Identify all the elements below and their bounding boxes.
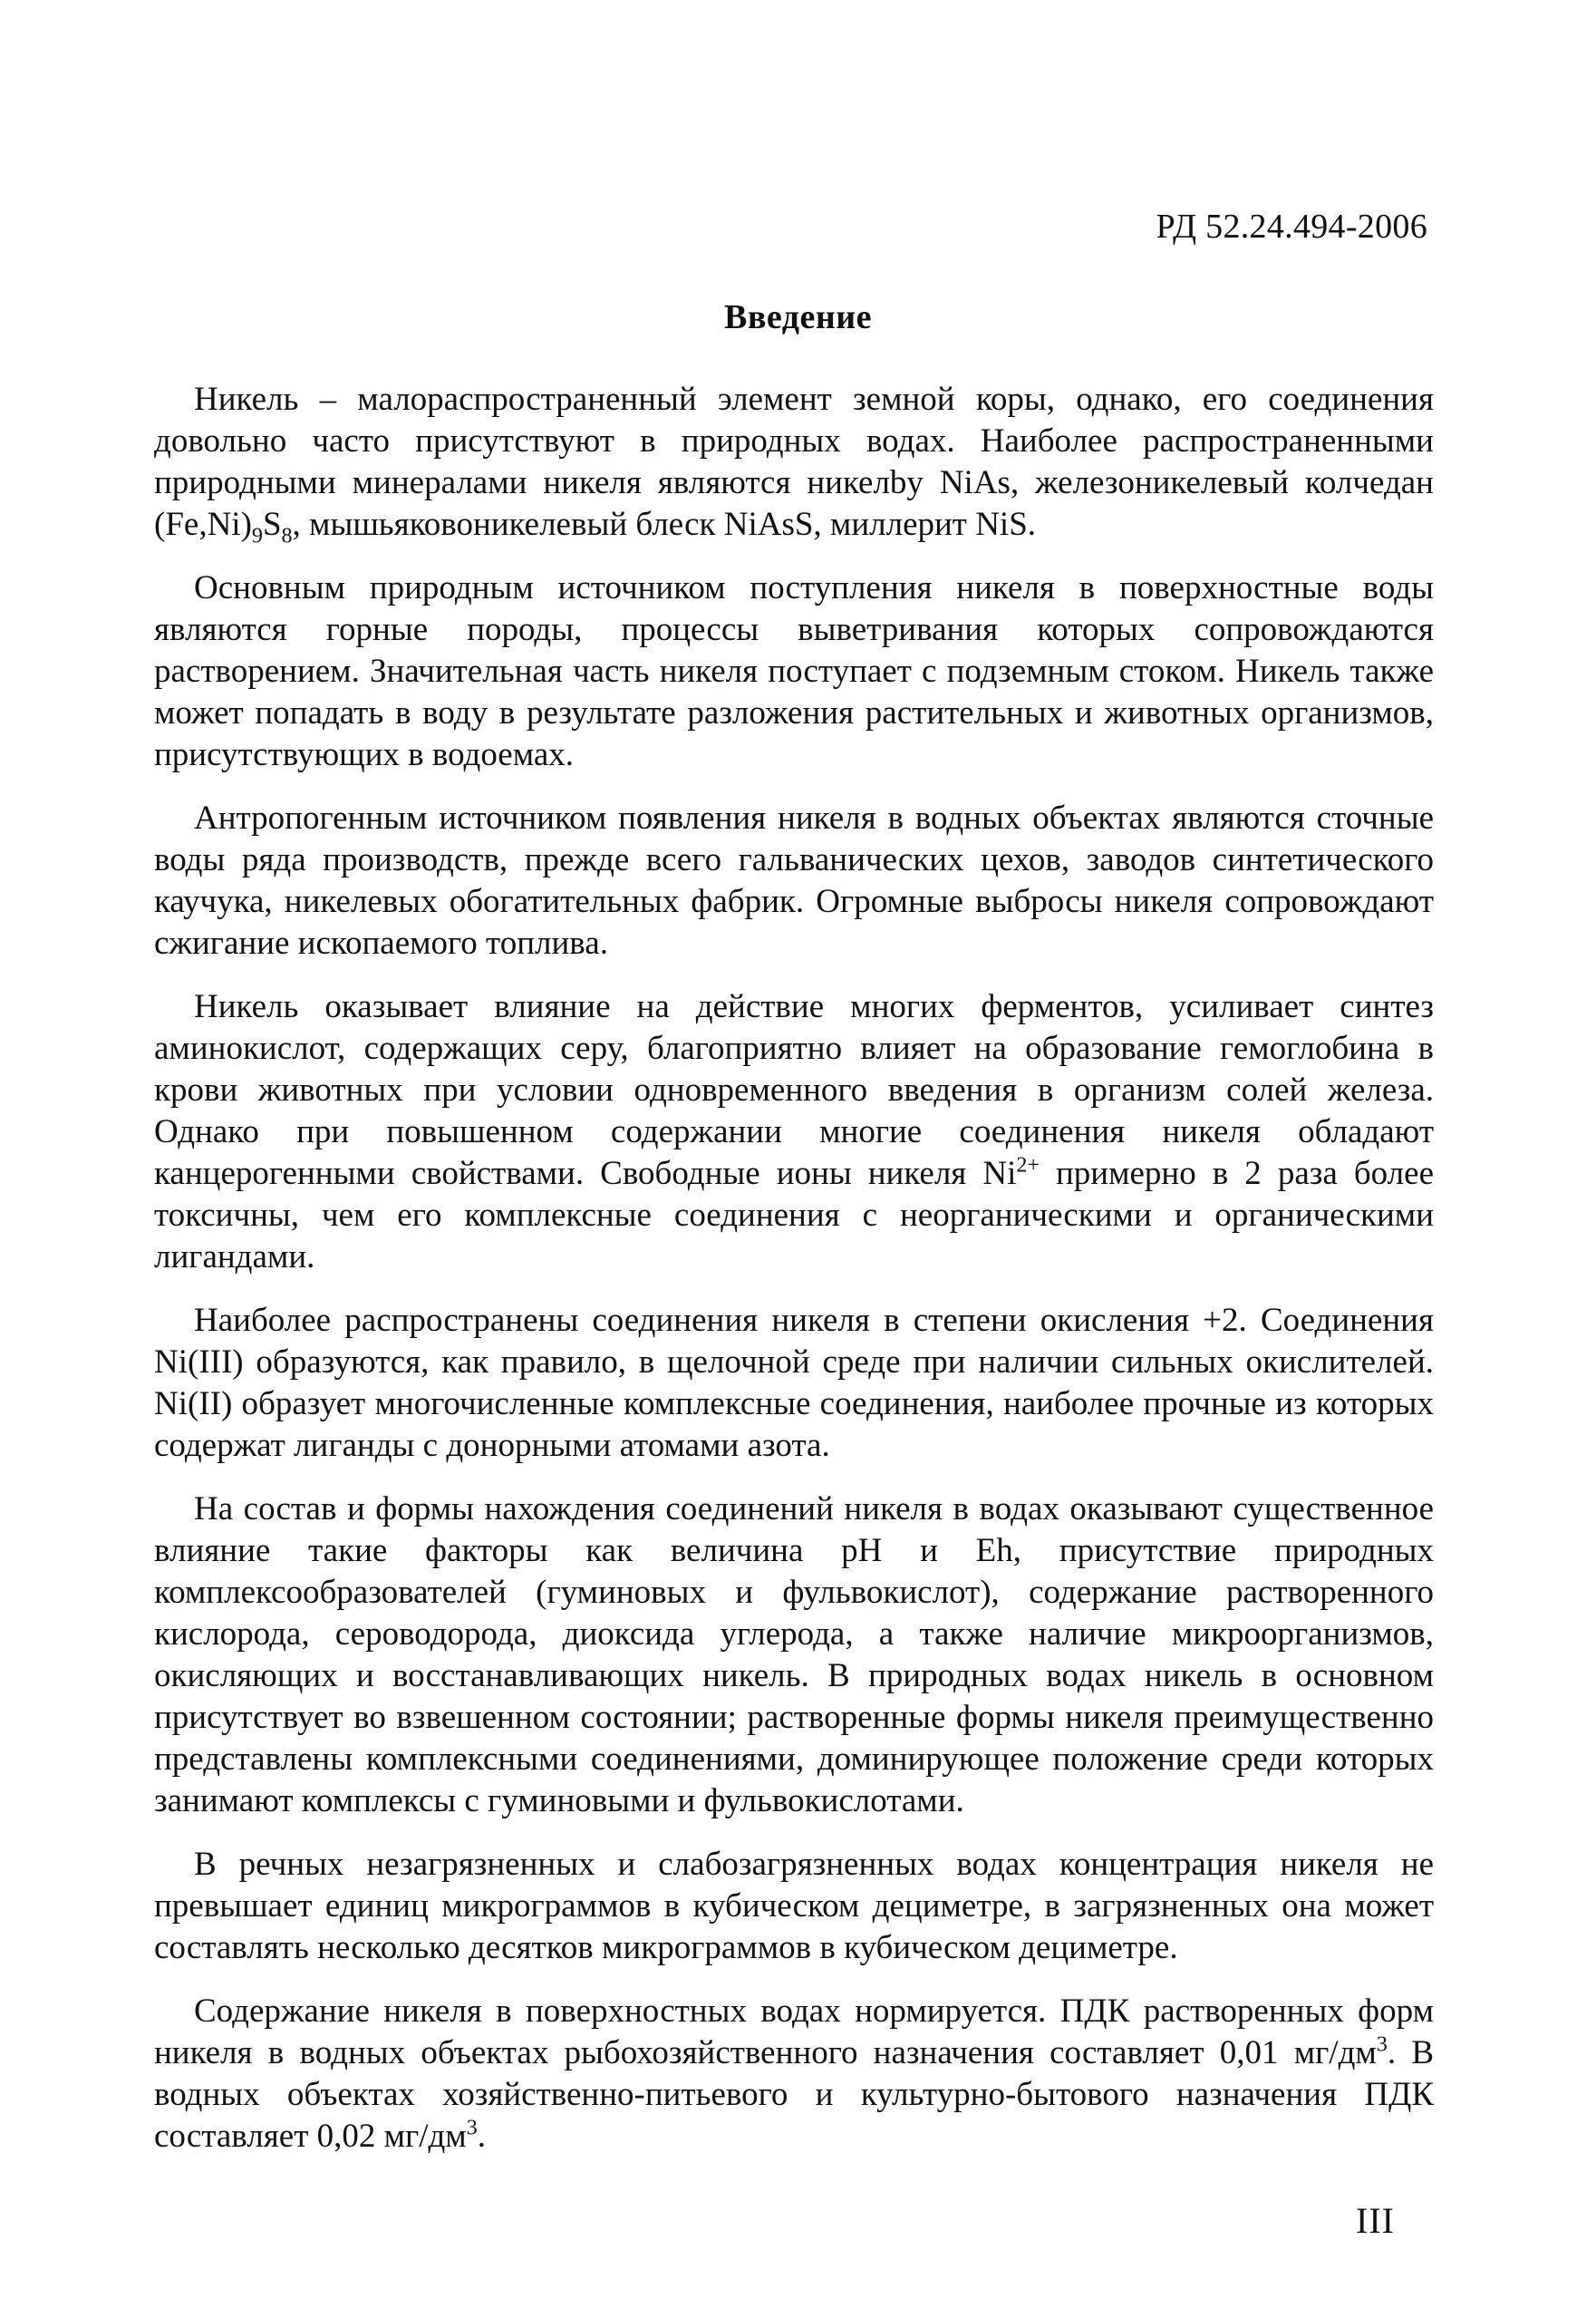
page-number: III <box>1356 2200 1395 2241</box>
paragraph-anthropogenic-sources: Антропогенным источником появления никеля в водных объектах являются сточные воды ряда производств, прежде всего гальванических цехов, заводов синтетического каучука, никелевых обогатительных фабрик. Огромные выбросы никеля сопровождают сжигание ископаемого топлива. <box>154 800 1434 962</box>
paragraph-minerals: Никель – малораспространенный элемент земной коры, однако, его соединения довольно часто присутствуют в природных водах. Наиболее распространенными природными минералами никеля являются никелby NiAs, железоникелевый колчедан $(Fe,Ni)_9S_8$, мышьяковоникелевый блеск NiAsS, миллерит NiS. <box>154 381 1434 548</box>
paragraph-biological-effects: Никель оказывает влияние на действие многих ферментов, усиливает синтез аминокислот, содержащих серу, благоприятно влияет на образование гемоглобина в крови животных при условии одновременного введения в организм солей железа. Однако при повышенном содержании многие соединения никеля обладают канцерогенными свойствами. Свободные ионы никеля $Ni^{2+}$ примерно в 2 раза более токсичны, чем его комплексные соединения с неорганическими и органическими лигандами. <box>154 988 1434 1275</box>
section-heading: Введение <box>724 298 872 336</box>
paragraph-forms-in-water: На состав и формы нахождения соединений никеля в водах оказывают существенное влияние такие факторы как величина pH и Eh, присутствие природных комплексообразователей (гуминовых и фульвокислот), содержание растворенного кислорода, сероводорода, диоксида углерода, а также наличие микроорганизмов, окисляющих и восстанавливающих никель. В природных водах никель в основном присутствует во взвешенном состоянии; растворенные формы никеля преимущественно представлены комплексными соединениями, доминирующее положение среди которых занимают комплексы с гуминовыми и фульвокислотами. <box>154 1490 1434 1819</box>
paragraph-concentration: В речных незагрязненных и слабозагрязненных водах концентрация никеля не превышает единиц микрограммов в кубическом дециметре, в загрязненных она может составлять несколько десятков микрограммов в кубическом дециметре. <box>154 1846 1434 1966</box>
paragraph-regulation: Содержание никеля в поверхностных водах нормируется. ПДК растворенных форм никеля в водных объектах рыбохозяйственного назначения составляет 0,01 $мг/дм^3$. В водных объектах хозяйственно-питьевого и культурно-бытового назначения ПДК составляет 0,02 $мг/дм^3$. <box>154 1993 1434 2155</box>
paragraph-oxidation-states: Наиболее распространены соединения никеля в степени окисления +2. Соединения Ni(III) образуются, как правило, в щелочной среде при наличии сильных окислителей. Ni(II) образует многочисленные комплексные соединения, наиболее прочные из которых содержат лиганды с донорными атомами азота. <box>154 1302 1434 1464</box>
document-code: РД 52.24.494-2006 <box>1156 208 1427 246</box>
paragraph-natural-sources: Основным природным источником поступления никеля в поверхностные воды являются горные породы, процессы выветривания которых сопровождаются растворением. Значительная часть никеля поступает с подземным стоком. Никель также может попадать в воду в результате разложения растительных и животных организмов, присутствующих в водоемах. <box>154 569 1434 773</box>
body-text <box>154 379 1434 2179</box>
